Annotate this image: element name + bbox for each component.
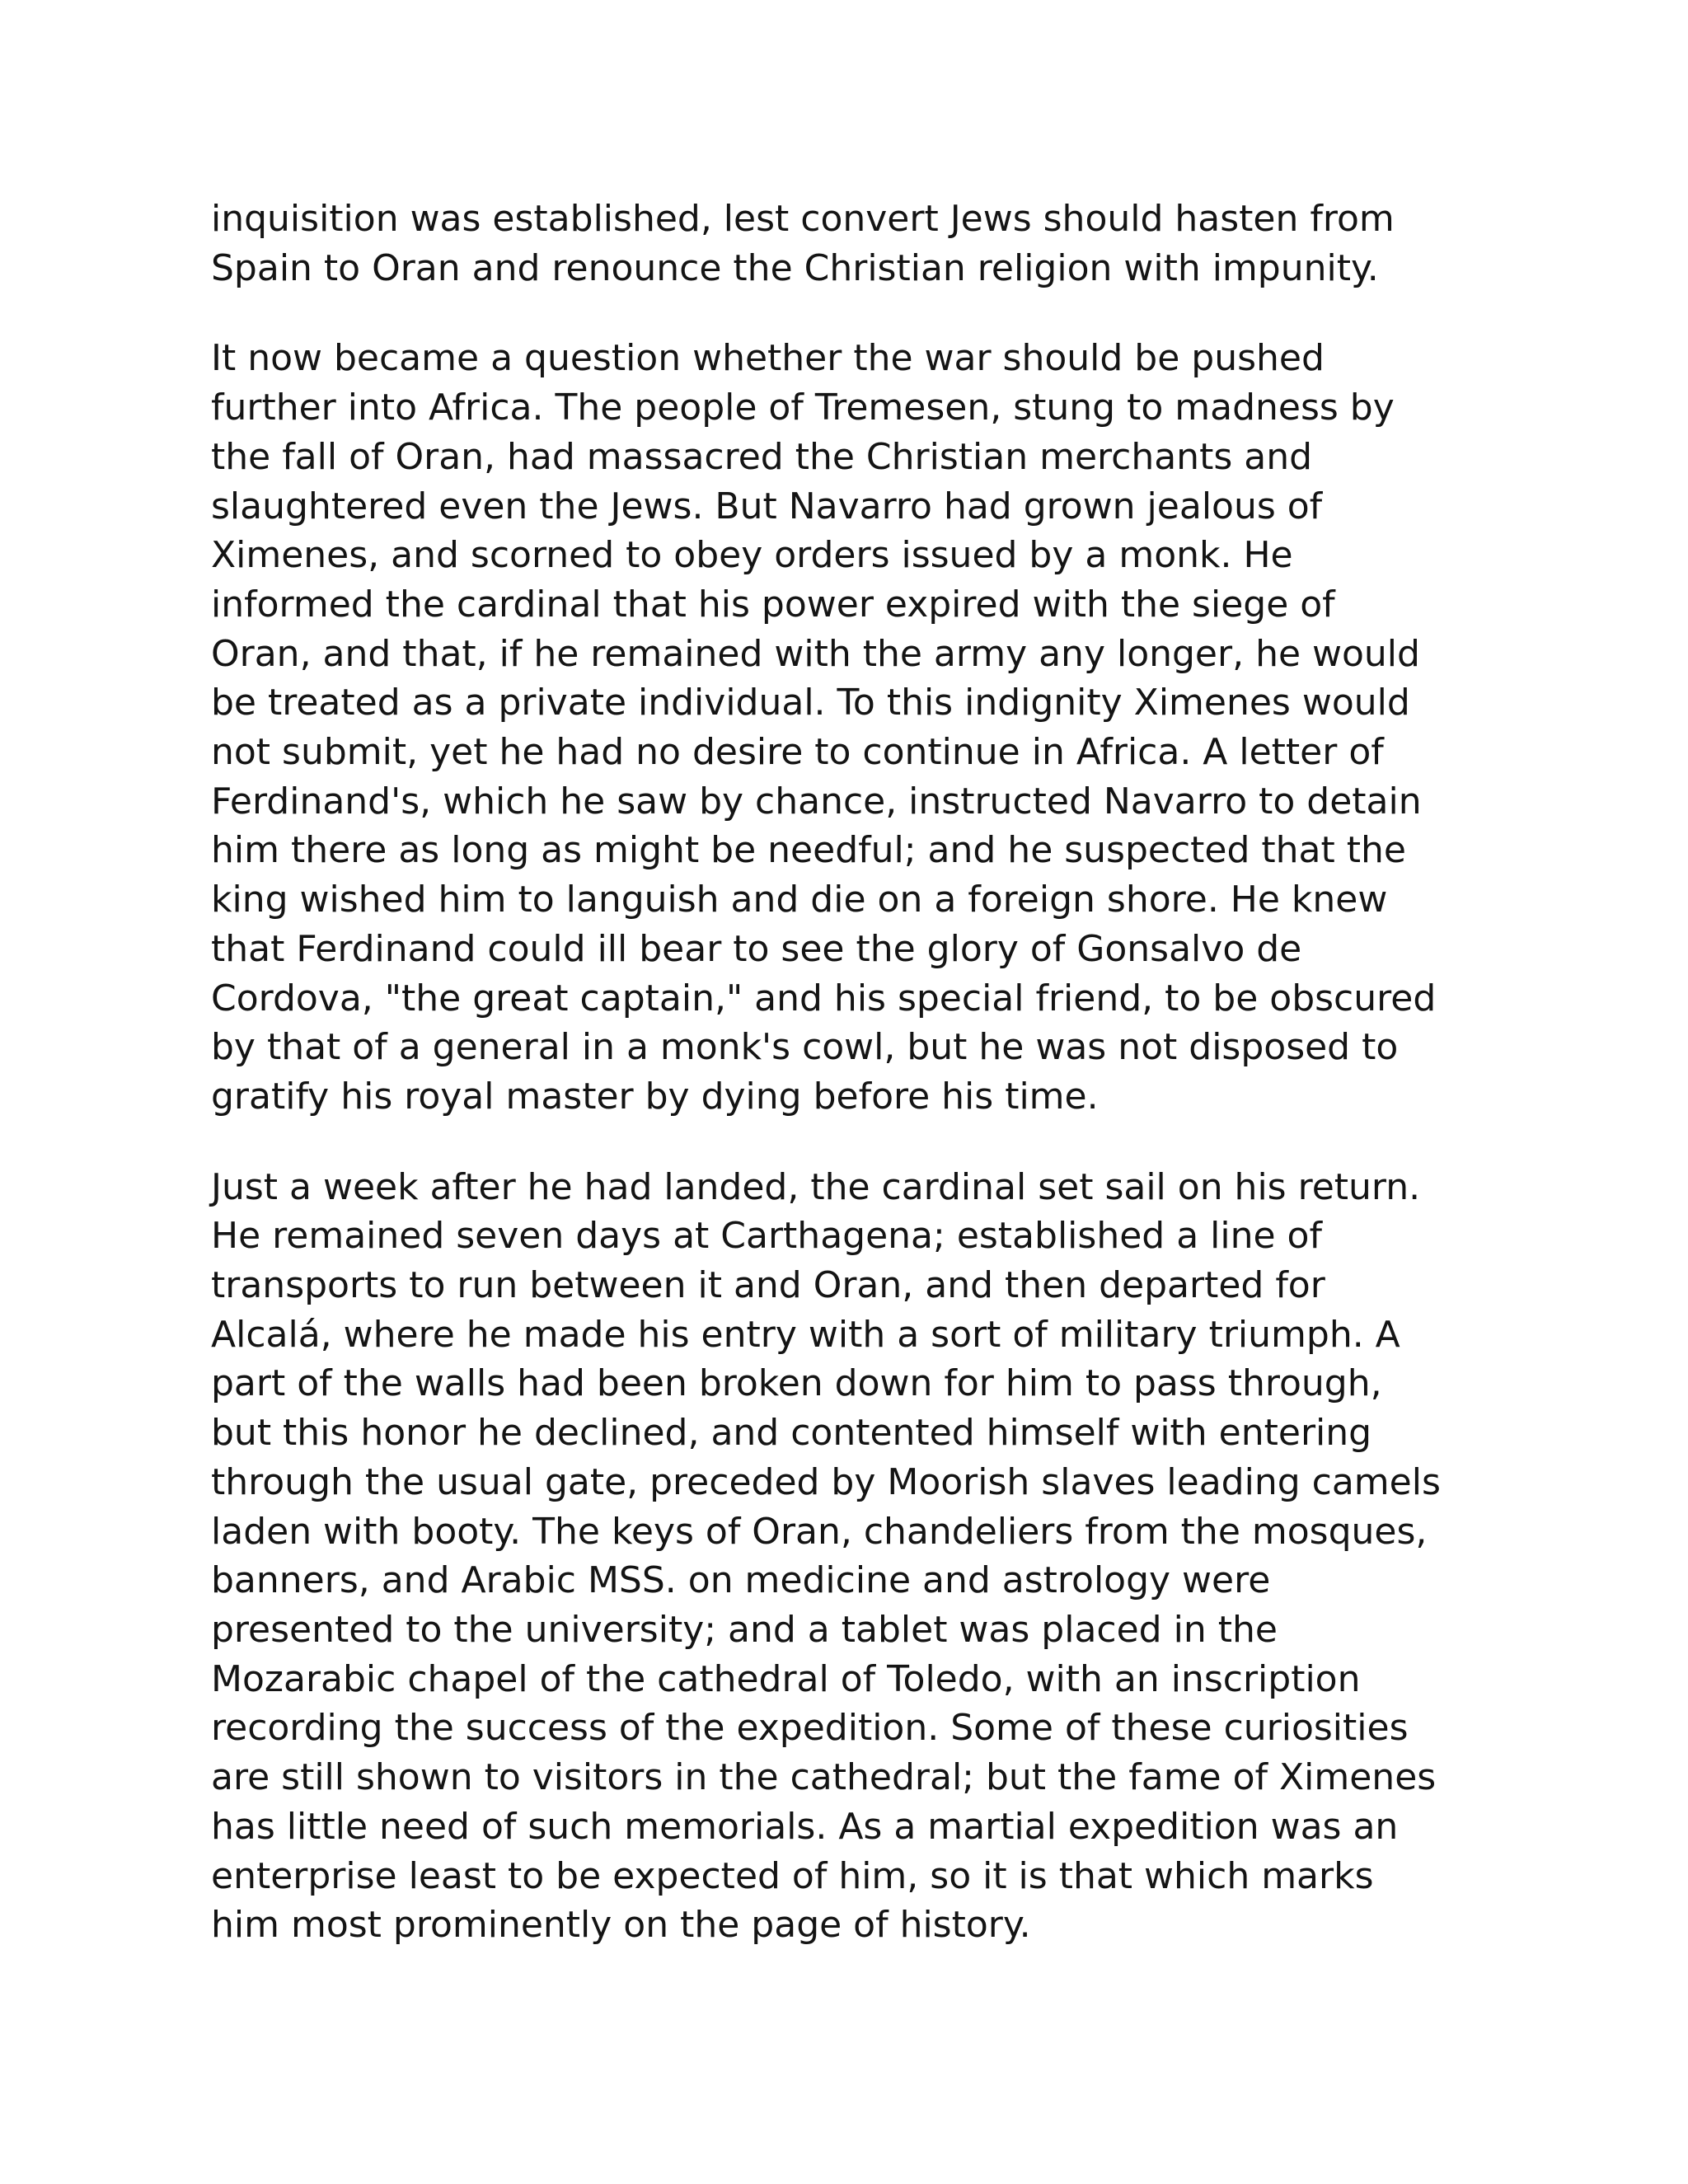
paragraph-1: inquisition was established, lest convert Jews should hasten from Spain to Oran and renounce the Christian religion with impunity. — [211, 198, 1395, 289]
paragraph-2: It now became a question whether the war should be pushed further into Africa. The people of Tremesen, stung to madness by the fall of Oran, had massacred the Christian merchants and slaughtered even the Jews. But Navarro had grown jealous of Ximenes, and scorned to obey orders issued by a monk. He informed the cardinal that his power expired with the siege of Oran, and that, if he remained with the army any longer, he would be treated as a private individual. To this indignity Ximenes would not submit, yet he had no desire to continue in Africa. A letter of Ferdinand's, which he saw by chance, instructed Navarro to detain him there as long as might be needful; and he suspected that the king wished him to languish and die on a foreign shore. He knew that Ferdinand could ill bear to see the glory of Gonsalvo de Cordova, "the great captain," and his special friend, to be obscured by that of a general in a monk's cowl, but he was not disposed to gratify his royal master by dying before his time. — [211, 337, 1437, 1118]
paragraph-3: Just a week after he had landed, the cardinal set sail on his return. He remained seven days at Carthagena; established a line of transports to run between it and Oran, and then departed for Alcalá, where he made his entry with a sort of military triumph. A part of the walls had been broken down for him to pass through, but this honor he declined, and contented himself with entering through the usual gate, preceded by Moorish slaves leading camels laden with booty. The keys of Oran, chandeliers from the mosques, banners, and Arabic MSS. on medicine and astrology were presented to the university; and a tablet was placed in the Mozarabic chapel of the cathedral of Toledo, with an inscription recording the success of the expedition. Some of these curiosities are still shown to visitors in the cathedral; but the fame of Ximenes has little need of such memorials. As a martial expedition was an enterprise least to be expected of him, so it is that which marks him most prominently on the page of history. — [211, 1165, 1441, 1947]
body-text — [211, 194, 1497, 1991]
